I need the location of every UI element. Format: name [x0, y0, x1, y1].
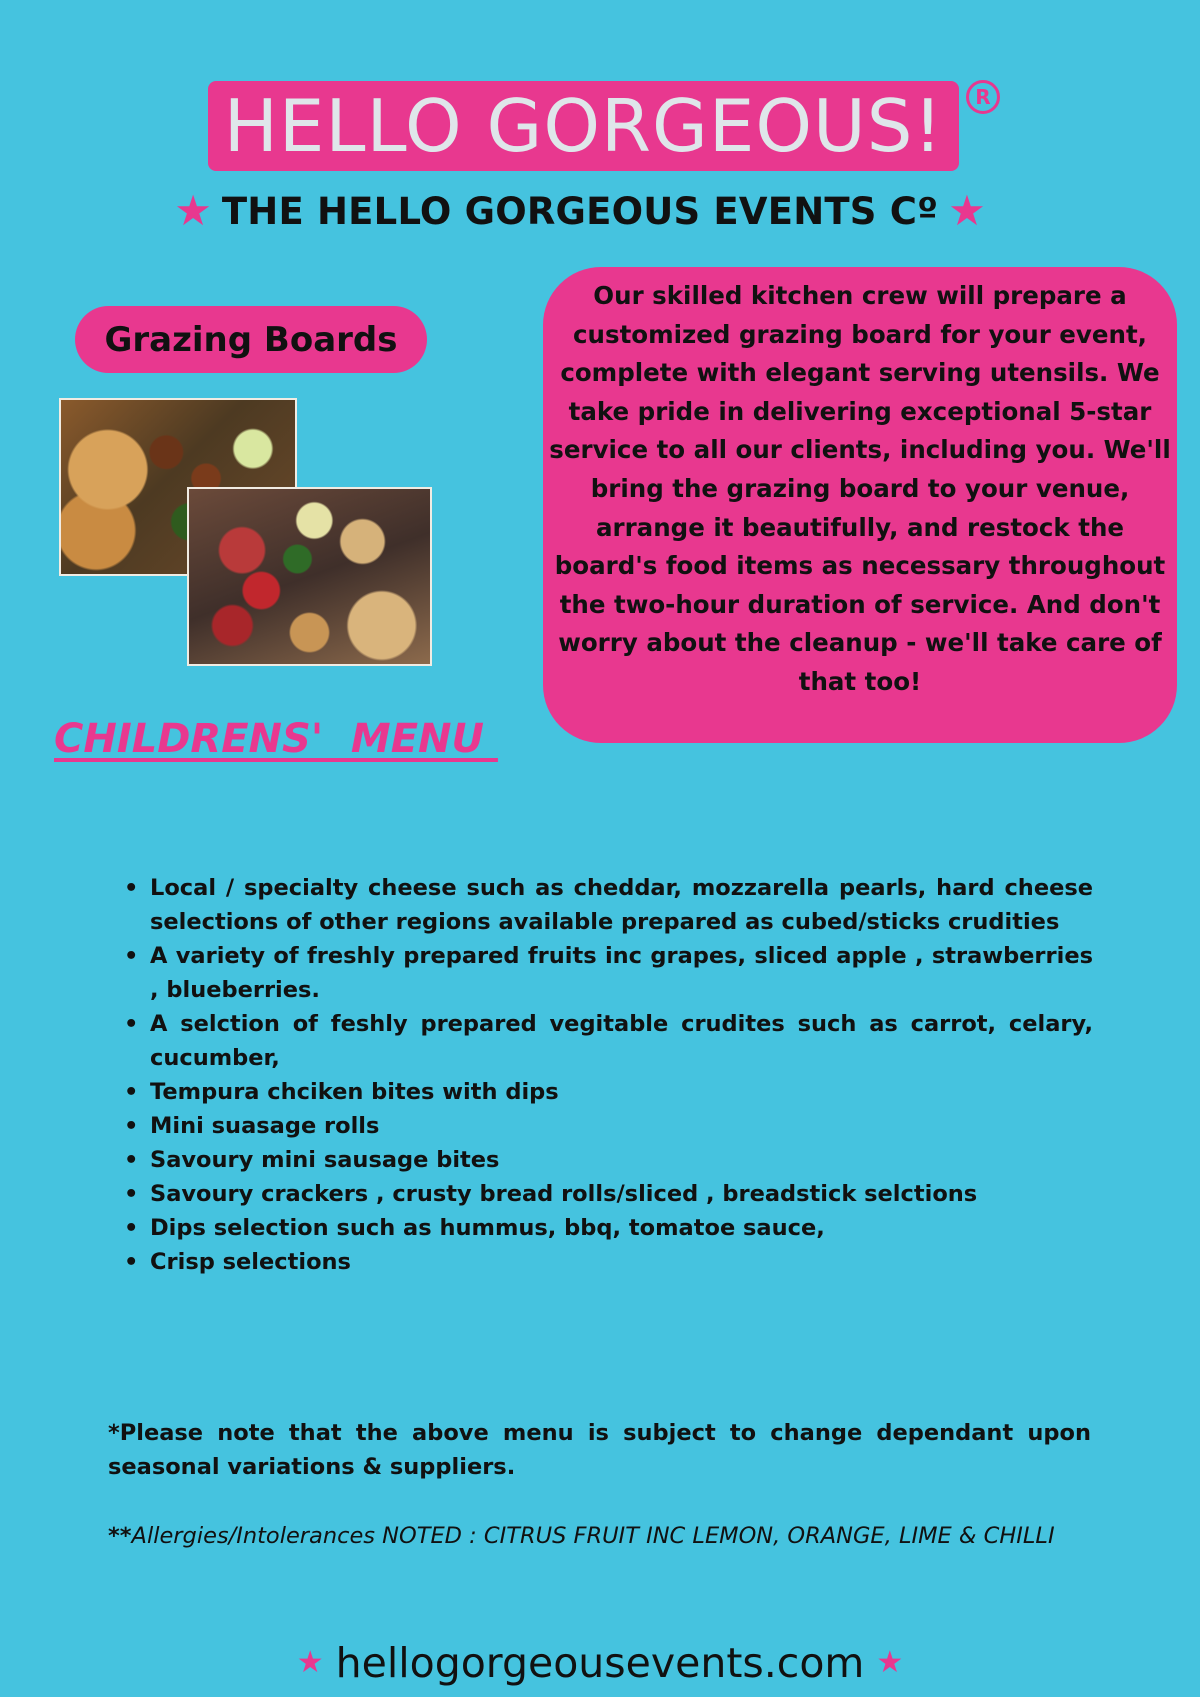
website-link[interactable]: hellogorgeousevents.com	[335, 1639, 865, 1687]
menu-item: • A selction of feshly prepared vegitable crudites such as carrot, celary, cucumber,	[120, 1007, 1093, 1075]
star-icon: ★	[296, 1645, 324, 1680]
menu-item: • Local / specialty cheese such as cheddar, mozzarella pearls, hard cheese selections of other regions available prepared as cubed/sticks crudities	[120, 871, 1093, 939]
star-icon: ★	[948, 186, 986, 235]
section-title-pill	[75, 306, 427, 373]
menu-item: • Tempura chciken bites with dips	[120, 1075, 1093, 1109]
service-description: Our skilled kitchen crew will prepare a customized grazing board for your event, complete with elegant serving utensils. We take pride in delivering exceptional 5-star service to all our clients, including you. We'll bring the grazing board to your venue, arrange it beautifully, and restock the board's food items as necessary throughout the two-hour duration of service. And don't worry about the cleanup - we'll take care of that too!	[543, 267, 1177, 743]
menu-disclaimer: *Please note that the above menu is subject to change dependant upon seasonal variations & suppliers.	[108, 1420, 1091, 1480]
section-title: Grazing Boards	[104, 319, 398, 360]
allergy-mark: **	[108, 1523, 132, 1549]
menu-item: • Crisp selections	[120, 1245, 1093, 1279]
star-icon: ★	[876, 1645, 904, 1680]
childrens-menu-heading: CHILDRENS' MENU	[54, 716, 498, 762]
brand-name: HELLO GORGEOUS!	[223, 84, 944, 168]
menu-item: • Mini suasage rolls	[120, 1109, 1093, 1143]
menu-item: • Savoury crackers , crusty bread rolls/sliced , breadstick selctions	[120, 1177, 1093, 1211]
grazing-board-photo-2	[187, 487, 432, 666]
menu-item: • Savoury mini sausage bites	[120, 1143, 1093, 1177]
footer	[296, 1634, 904, 1692]
brand-logo	[208, 81, 959, 171]
allergy-text: Allergies/Intolerances NOTED : CITRUS FRUIT INC LEMON, ORANGE, LIME & CHILLI	[131, 1523, 1055, 1549]
company-subtitle-row	[174, 183, 986, 239]
star-icon: ★	[174, 186, 212, 235]
company-subtitle: THE HELLO GORGEOUS EVENTS Cº	[221, 189, 939, 233]
registered-mark-icon: R	[966, 80, 1000, 114]
menu-item: • A variety of freshly prepared fruits inc grapes, sliced apple , strawberries , blueberries.	[120, 939, 1093, 1007]
menu-list	[120, 871, 1093, 1279]
menu-item: • Dips selection such as hummus, bbq, tomatoe sauce,	[120, 1211, 1093, 1245]
allergy-note	[108, 1519, 1091, 1553]
